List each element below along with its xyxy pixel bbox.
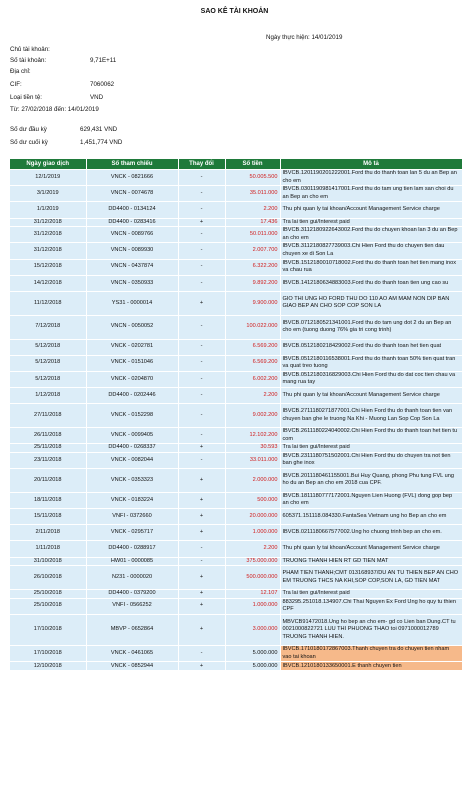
closing-balance-value: 1,451,774 VND xyxy=(80,139,123,146)
cell-amount: 2.200 xyxy=(225,202,280,218)
cell-description: TRUONG THANH HIEN RT GD TIEN MAT xyxy=(280,557,462,566)
cell-date: 7/12/2018 xyxy=(10,315,86,339)
cell-description: IBVCB.2711180271877001.Chi Hien Ford thu do thanh toan tien van chuyen ban ghe le truong Na Khi - Muong Lan Sop Cop Son La xyxy=(280,404,462,428)
cell-description: Tra lai tien gui/Interest paid xyxy=(280,589,462,598)
cell-ref: VNCK - 0082044 xyxy=(86,452,178,468)
cell-amount: 2.007.700 xyxy=(225,243,280,259)
cell-amount: 12.102.200 xyxy=(225,428,280,444)
cell-change: - xyxy=(178,259,225,275)
cell-amount: 9.892.200 xyxy=(225,275,280,291)
cell-date: 17/10/2018 xyxy=(10,614,86,645)
cell-amount: 3.000.000 xyxy=(225,614,280,645)
cell-description: IBVCB.0211180667577002.Ung ho chuong trinh bep an cho em. xyxy=(280,525,462,541)
cell-change: + xyxy=(178,492,225,508)
table-row xyxy=(10,428,462,444)
cell-date: 25/10/2018 xyxy=(10,598,86,614)
cell-change: - xyxy=(178,541,225,557)
cell-description: Thu phi quan ly tai khoan/Account Management Service charge xyxy=(280,388,462,404)
cell-description: Tra lai tien gui/Interest paid xyxy=(280,444,462,453)
cell-amount: 2.000.000 xyxy=(225,469,280,493)
cell-date: 31/12/2018 xyxy=(10,218,86,227)
table-row xyxy=(10,541,462,557)
cell-change: + xyxy=(178,525,225,541)
cell-ref: VNCK - 0852944 xyxy=(86,662,178,671)
account-address-row xyxy=(10,66,90,77)
cell-amount: 50.011.000 xyxy=(225,227,280,243)
cell-ref: VNCN - 0089766 xyxy=(86,227,178,243)
cell-description: PHAM TIEN THANH;CMT 013168937/DU AN TU THIEN BEP AN CHO EM TRUONG THCS NA KHI,SOP COP,SON LA, GD TIEN MAT xyxy=(280,566,462,590)
account-number-value: 9,71E+11 xyxy=(90,57,117,64)
cell-date: 15/11/2018 xyxy=(10,509,86,525)
cell-amount: 6.569.200 xyxy=(225,339,280,355)
cell-date: 3/1/2019 xyxy=(10,186,86,202)
cell-description: IBVCB.1210180133650001.E thanh chuyen tien xyxy=(280,662,462,671)
cell-amount: 50.005.500 xyxy=(225,170,280,186)
cell-description: Thu phi quan ly tai khoan/Account Management Service charge xyxy=(280,541,462,557)
table-row xyxy=(10,525,462,541)
cell-date: 25/11/2018 xyxy=(10,444,86,453)
cell-description: Thu phi quan ly tai khoan/Account Management Service charge xyxy=(280,202,462,218)
cell-amount: 9.900.000 xyxy=(225,291,280,315)
cell-date: 12/1/2019 xyxy=(10,170,86,186)
cell-date: 25/10/2018 xyxy=(10,589,86,598)
cell-change: - xyxy=(178,243,225,259)
table-row xyxy=(10,275,462,291)
cell-ref: DD4400 - 0202446 xyxy=(86,388,178,404)
cell-date: 26/11/2018 xyxy=(10,428,86,444)
cell-amount: 2.200 xyxy=(225,541,280,557)
cell-change: - xyxy=(178,339,225,355)
cell-amount: 35.011.000 xyxy=(225,186,280,202)
closing-balance-label: Số dư cuối kỳ xyxy=(10,139,48,146)
account-cif-value: 7060062 xyxy=(90,81,115,88)
account-number-label: Số tài khoản: xyxy=(10,57,47,64)
cell-change: + xyxy=(178,291,225,315)
cell-amount: 2.200 xyxy=(225,388,280,404)
cell-ref: DD4400 - 0134124 xyxy=(86,202,178,218)
cell-date: 5/12/2018 xyxy=(10,339,86,355)
page-title: SAO KÊ TÀI KHOẢN xyxy=(200,8,269,15)
cell-change: - xyxy=(178,404,225,428)
cell-ref: VNCN - 0089930 xyxy=(86,243,178,259)
account-currency-row xyxy=(10,92,103,103)
cell-date: 5/12/2018 xyxy=(10,371,86,387)
cell-ref: VNFI - 0566252 xyxy=(86,598,178,614)
cell-ref: VNCK - 0099405 xyxy=(86,428,178,444)
col-header-amount: Số tiền xyxy=(225,159,280,170)
cell-amount: 500.000 xyxy=(225,492,280,508)
cell-change: - xyxy=(178,452,225,468)
cell-change: + xyxy=(178,614,225,645)
transactions-table xyxy=(10,159,463,670)
table-row xyxy=(10,388,462,404)
cell-date: 12/10/2018 xyxy=(10,662,86,671)
cell-ref: VNCN - 0050052 xyxy=(86,315,178,339)
cell-date: 31/12/2018 xyxy=(10,227,86,243)
cell-change: + xyxy=(178,218,225,227)
cell-amount: 6.569.200 xyxy=(225,355,280,371)
cell-change: + xyxy=(178,469,225,493)
cell-date: 26/10/2018 xyxy=(10,566,86,590)
cell-amount: 6.002.200 xyxy=(225,371,280,387)
opening-balance-label: Số dư đầu kỳ xyxy=(10,126,47,133)
table-row xyxy=(10,227,462,243)
cell-description: IBVCB.0512180218429002.Ford thu do thanh toan het tien quat xyxy=(280,339,462,355)
cell-date: 11/12/2018 xyxy=(10,291,86,315)
cell-amount: 30.593 xyxy=(225,444,280,453)
cell-date: 23/11/2018 xyxy=(10,452,86,468)
cell-description: IBVCB.1512180010718002.Ford thu do thanh toan het tien mang inox va chau rua xyxy=(280,259,462,275)
cell-date: 2/11/2018 xyxy=(10,525,86,541)
account-owner-row xyxy=(10,44,90,55)
cell-change: - xyxy=(178,355,225,371)
cell-date: 1/12/2018 xyxy=(10,388,86,404)
col-header-ref: Số tham chiếu xyxy=(86,159,178,170)
cell-description: IBVCB.1811180777172001.Nguyen Lien Huong (FVL) dong gop bep an cho em xyxy=(280,492,462,508)
cell-change: - xyxy=(178,202,225,218)
transactions-body xyxy=(10,170,462,671)
cell-amount: 1.000.000 xyxy=(225,598,280,614)
cell-ref: VNCN - 0437874 xyxy=(86,259,178,275)
opening-balance-value: 629,431 VND xyxy=(80,126,118,133)
cell-change: + xyxy=(178,598,225,614)
cell-amount: 9.002.200 xyxy=(225,404,280,428)
cell-description: 605371.151118.084330.FantaSea Vietnam ung ho Bep an cho em xyxy=(280,509,462,525)
cell-date: 5/12/2018 xyxy=(10,355,86,371)
cell-amount: 33.011.000 xyxy=(225,452,280,468)
cell-description: IBVCB.1710180172867003.Thanh chuyen tra do chuyen tien nham vao tai khoan xyxy=(280,646,462,662)
table-row xyxy=(10,662,462,671)
print-date-value: 14/01/2019 xyxy=(311,34,343,41)
cell-date: 15/12/2018 xyxy=(10,259,86,275)
cell-amount: 1.000.000 xyxy=(225,525,280,541)
cell-amount: 12.107 xyxy=(225,589,280,598)
cell-amount: 5.000.000 xyxy=(225,662,280,671)
closing-balance-row xyxy=(10,139,122,146)
cell-description: IBVCB.2011180461155001.Bui Huy Quang, phong Phu tung FVL ung ho du an Bep an cho em 2018 cua CPF. xyxy=(280,469,462,493)
table-row xyxy=(10,315,462,339)
opening-balance-row xyxy=(10,126,117,133)
table-row xyxy=(10,444,462,453)
table-row xyxy=(10,566,462,590)
cell-ref: VNCN - 0074678 xyxy=(86,186,178,202)
cell-ref: VNCK - 0152298 xyxy=(86,404,178,428)
table-row xyxy=(10,598,462,614)
table-row xyxy=(10,469,462,493)
table-row xyxy=(10,371,462,387)
cell-date: 18/11/2018 xyxy=(10,492,86,508)
col-header-date: Ngày giao dịch xyxy=(10,159,86,170)
cell-date: 1/1/2019 xyxy=(10,202,86,218)
cell-description: IBVCB.0512180116538001.Ford thu do thanh toan 50% tien quat tran va quat treo tuong xyxy=(280,355,462,371)
cell-amount: 17.436 xyxy=(225,218,280,227)
cell-date: 31/12/2018 xyxy=(10,243,86,259)
col-header-description: Mô tả xyxy=(280,159,462,170)
cell-ref: VNCK - 0353323 xyxy=(86,469,178,493)
table-row xyxy=(10,589,462,598)
account-currency-label: Loại tiền tệ: xyxy=(10,94,42,101)
cell-change: + xyxy=(178,662,225,671)
cell-amount: 100.022.000 xyxy=(225,315,280,339)
cell-change: - xyxy=(178,315,225,339)
table-row xyxy=(10,557,462,566)
cell-description: IBVCB.0712180521341001.Ford thu do tam ung dot 2 du an Bep an cho em (tuong duong 76% gia tri cong trinh) xyxy=(280,315,462,339)
cell-description: IBVCB.2311180751502001.Chi Hien Ford thu do chuyen tra not tien ban ghe inox xyxy=(280,452,462,468)
account-currency-value: VND xyxy=(90,94,104,101)
print-date xyxy=(266,34,342,41)
cell-ref: VNCK - 0151046 xyxy=(86,355,178,371)
cell-ref: VNCK - 0204870 xyxy=(86,371,178,387)
cell-date: 31/10/2018 xyxy=(10,557,86,566)
table-row xyxy=(10,339,462,355)
account-number-row xyxy=(10,55,116,66)
cell-description: IBVCB.2611180224040002.Chi Hien Ford thu do thanh toan het tien tu com xyxy=(280,428,462,444)
table-row xyxy=(10,404,462,428)
table-row xyxy=(10,492,462,508)
cell-description: IBVCB.0301190981417001.Ford thu do tam ung tien lam san choi du an Bep an cho em xyxy=(280,186,462,202)
cell-description: IBVCB.3112180922643002.Ford thu do chuyen khoan lan 3 du an Bep an cho em xyxy=(280,227,462,243)
cell-ref: VNCK - 0202781 xyxy=(86,339,178,355)
cell-change: - xyxy=(178,170,225,186)
account-cif-row xyxy=(10,79,114,90)
table-header-row xyxy=(10,159,462,170)
cell-date: 27/11/2018 xyxy=(10,404,86,428)
cell-date: 14/12/2018 xyxy=(10,275,86,291)
cell-date: 1/11/2018 xyxy=(10,541,86,557)
cell-ref: MBVP - 0652864 xyxy=(86,614,178,645)
cell-change: + xyxy=(178,509,225,525)
table-row xyxy=(10,243,462,259)
account-owner-label: Chủ tài khoản: xyxy=(10,46,50,53)
cell-change: - xyxy=(178,371,225,387)
cell-ref: N231 - 0000020 xyxy=(86,566,178,590)
statement-period: Từ: 27/02/2018 đến: 14/01/2019 xyxy=(10,106,99,113)
table-row xyxy=(10,614,462,645)
cell-ref: HW01 - 0000085 xyxy=(86,557,178,566)
cell-amount: 5.000.000 xyxy=(225,646,280,662)
cell-description: IBVCB.3112180827739003.Chi Hien Ford thu do chuyen tien dau chuyen xe di Son La xyxy=(280,243,462,259)
cell-description: Tra lai tien gui/Interest paid xyxy=(280,218,462,227)
account-address-label: Địa chỉ: xyxy=(10,68,31,75)
cell-description: 883295.251018.134907.Chi Thai Nguyen Ex Ford Ung ho quy tu thien CPF xyxy=(280,598,462,614)
cell-date: 17/10/2018 xyxy=(10,646,86,662)
cell-description: IBVCB.0512180316829003.Chi Hien Ford thu do dat coc tien chau va mang rua tay xyxy=(280,371,462,387)
cell-amount: 375.000.000 xyxy=(225,557,280,566)
cell-amount: 500.000.000 xyxy=(225,566,280,590)
cell-amount: 6.322.200 xyxy=(225,259,280,275)
table-row xyxy=(10,170,462,186)
table-row xyxy=(10,218,462,227)
cell-ref: DD4400 - 0268337 xyxy=(86,444,178,453)
cell-change: + xyxy=(178,566,225,590)
table-row xyxy=(10,452,462,468)
cell-ref: VNCK - 0821666 xyxy=(86,170,178,186)
table-row xyxy=(10,186,462,202)
cell-change: - xyxy=(178,227,225,243)
cell-change: - xyxy=(178,428,225,444)
cell-ref: DD4400 - 0283416 xyxy=(86,218,178,227)
cell-ref: VNFI - 0372660 xyxy=(86,509,178,525)
cell-change: - xyxy=(178,388,225,404)
cell-change: + xyxy=(178,444,225,453)
cell-ref: VNCK - 0461065 xyxy=(86,646,178,662)
table-row xyxy=(10,291,462,315)
cell-ref: VNCK - 0183224 xyxy=(86,492,178,508)
table-row xyxy=(10,259,462,275)
cell-change: + xyxy=(178,589,225,598)
cell-change: - xyxy=(178,646,225,662)
cell-description: IBVCB.1201190201222001.Ford thu do thanh toan lan 5 du an Bep an cho em xyxy=(280,170,462,186)
cell-ref: DD4400 - 0288917 xyxy=(86,541,178,557)
cell-description: MBVCB91472018.Ung ho bep an cho em- gd co Lien ban Dung.CT tu 0021000822721 LUU THI PHUONG THAO toi 0971000012789 TRUONG THANH HIEN. xyxy=(280,614,462,645)
cell-description: GIO THI UNG HO FORD THU DO 110 AO AM MAM NON DIP BAN GIAO BEP AN CHO SOP COP SON LA xyxy=(280,291,462,315)
table-row xyxy=(10,202,462,218)
cell-ref: DD4400 - 0379200 xyxy=(86,589,178,598)
cell-change: - xyxy=(178,186,225,202)
table-row xyxy=(10,646,462,662)
print-date-label: Ngày thực hiện: xyxy=(266,34,310,41)
col-header-change: Thay đổi xyxy=(178,159,225,170)
table-row xyxy=(10,509,462,525)
cell-amount: 20.000.000 xyxy=(225,509,280,525)
cell-ref: VNCK - 0295717 xyxy=(86,525,178,541)
account-cif-label: CIF: xyxy=(10,81,22,88)
cell-date: 20/11/2018 xyxy=(10,469,86,493)
cell-description: IBVCB.1412180634883003.Ford thu do thanh toan tien ung cao su xyxy=(280,275,462,291)
table-row xyxy=(10,355,462,371)
cell-ref: YS31 - 0000014 xyxy=(86,291,178,315)
cell-ref: VNCN - 0350933 xyxy=(86,275,178,291)
cell-change: - xyxy=(178,275,225,291)
cell-change: - xyxy=(178,557,225,566)
